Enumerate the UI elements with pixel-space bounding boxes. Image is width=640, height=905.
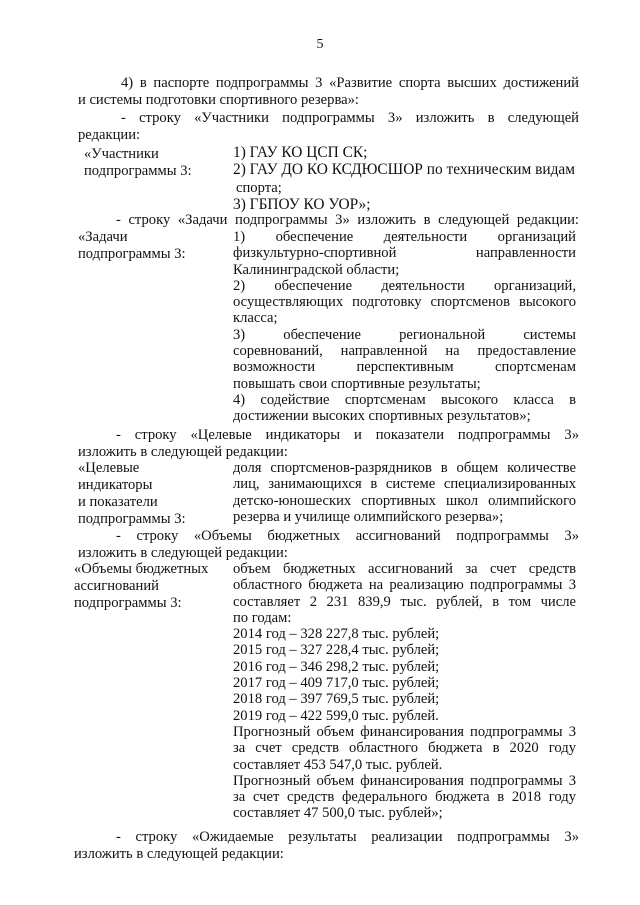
budget-intro-line-2: изложить в следующей редакции:	[78, 545, 288, 561]
indicators-label: «Целевые	[78, 460, 140, 476]
indicator-line-1: доля спортсменов-разрядников в общем количестве	[233, 460, 576, 476]
indicators-value	[233, 460, 576, 525]
indicators-intro-line-2: изложить в следующей редакции:	[78, 444, 288, 460]
forecast-1-line-3: составляет 453 547,0 тыс. рублей.	[233, 756, 443, 773]
budget-year-2018: 2018 год – 397 769,5 тыс. рублей;	[233, 691, 440, 708]
budget-year-2014: 2014 год – 328 227,8 тыс. рублей;	[233, 626, 440, 643]
indicators-label-3: и показатели	[78, 494, 158, 510]
task-3-line-2: соревнований, направленной на предоставление	[233, 343, 576, 360]
participants-label: «Участники	[84, 146, 159, 162]
intro-line-2: и системы подготовки спортивного резерва»:	[78, 92, 359, 108]
participant-2-cont: спорта;	[236, 179, 282, 196]
budget-line-3: составляет 2 231 839,9 тыс. рублей, в том числе	[233, 593, 576, 610]
participant-1: 1) ГАУ КО ЦСП СК;	[233, 144, 368, 161]
results-intro-line: - строку «Ожидаемые результаты реализации подпрограммы 3»	[116, 829, 579, 845]
task-1-line-2: физкультурно-спортивной направленности	[233, 245, 576, 262]
budget-year-2016: 2016 год – 346 298,2 тыс. рублей;	[233, 658, 440, 675]
indicators-label-2: индикаторы	[78, 477, 153, 493]
page-number: 5	[316, 37, 324, 52]
budget-year-2017: 2017 год – 409 717,0 тыс. рублей;	[233, 675, 440, 692]
tasks-label: «Задачи	[78, 229, 128, 245]
indicators-label-4: подпрограммы 3:	[78, 511, 186, 527]
task-3-line-4: повышать свои спортивные результаты;	[233, 375, 481, 392]
participants-label-2: подпрограммы 3:	[84, 163, 192, 179]
indicator-line-3: детско-юношеских спортивных школ олимпийского	[233, 492, 576, 509]
budget-label: «Объемы бюджетных	[74, 561, 209, 577]
participant-3: 3) ГБПОУ КО УОР»;	[233, 195, 371, 213]
budget-label-2: ассигнований	[74, 578, 159, 594]
indicator-line-4: резерва и училище олимпийского резерва»;	[233, 508, 504, 525]
indicator-line-2: лиц, занимающихся в системе специализированных	[233, 476, 576, 493]
results-intro-line-2: изложить в следующей редакции:	[74, 846, 284, 862]
budget-year-2019: 2019 год – 422 599,0 тыс. рублей.	[233, 707, 439, 724]
intro-line-1: 4) в паспорте подпрограммы 3 «Развитие спорта высших достижений	[121, 75, 579, 91]
forecast-2-line-1: Прогнозный объем финансирования подпрограммы 3	[233, 772, 576, 789]
participant-2: 2) ГАУ ДО КО КСДЮСШОР по техническим видам	[233, 161, 576, 179]
forecast-1-line-2: за счет средств областного бюджета в 2020 году	[233, 740, 576, 757]
budget-line-1: объем бюджетных ассигнований за счет средств	[233, 561, 576, 577]
forecast-1-line-1: Прогнозный объем финансирования подпрограммы 3	[233, 723, 576, 740]
budget-year-2015: 2015 год – 327 228,4 тыс. рублей;	[233, 642, 440, 659]
participants-intro-line: - строку «Участники подпрограммы 3» изложить в следующей	[121, 110, 579, 126]
task-2-line-3: класса;	[233, 310, 278, 327]
tasks-list	[233, 229, 576, 425]
task-2-line-2: осуществляющих подготовку спортсменов высокого	[233, 294, 576, 311]
tasks-intro-line: - строку «Задачи подпрограммы 3» изложить в следующей редакции:	[116, 212, 579, 228]
indicators-intro-line: - строку «Целевые индикаторы и показатели подпрограммы 3»	[116, 427, 579, 443]
budget-value	[233, 561, 576, 822]
task-2-line-1: 2) обеспечение деятельности организаций,	[233, 277, 576, 294]
task-4-line-2: достижении высоких спортивных результатов»;	[233, 408, 531, 425]
task-1-line-1: 1) обеспечение деятельности организаций	[233, 229, 576, 245]
task-1-line-3: Калининградской области;	[233, 261, 400, 278]
forecast-2-line-3: составляет 47 500,0 тыс. рублей»;	[233, 805, 443, 822]
budget-line-2: областного бюджета на реализацию подпрограммы 3	[233, 577, 576, 594]
budget-label-3: подпрограммы 3:	[74, 595, 182, 611]
forecast-2-line-2: за счет средств федерального бюджета в 2018 году	[233, 789, 576, 806]
participants-list	[233, 145, 576, 213]
tasks-label-2: подпрограммы 3:	[78, 246, 186, 262]
budget-line-4: по годам:	[233, 609, 292, 626]
budget-intro-line: - строку «Объемы бюджетных ассигнований подпрограммы 3»	[116, 528, 579, 544]
task-3-line-1: 3) обеспечение региональной системы	[233, 326, 576, 343]
task-3-line-3: возможности перспективным спортсменам	[233, 359, 576, 376]
task-4-line-1: 4) содействие спортсменам высокого класса в	[233, 391, 576, 408]
participants-intro-line-2: редакции:	[78, 127, 141, 143]
